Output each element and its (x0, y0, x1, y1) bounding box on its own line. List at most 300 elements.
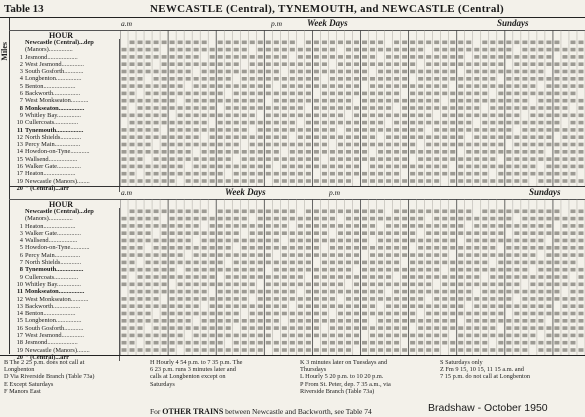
time-cell (122, 128, 127, 132)
time-cell (130, 84, 135, 88)
station-row (9, 68, 119, 75)
time-cell (546, 312, 551, 316)
time-cell (346, 326, 351, 330)
station-miles: 6 (19, 90, 23, 98)
time-cell (498, 128, 503, 132)
time-cell (386, 297, 391, 301)
time-cell (370, 312, 375, 316)
time-cell (202, 99, 207, 103)
time-cell (346, 172, 351, 176)
time-cell (354, 106, 359, 110)
time-cell (170, 348, 175, 352)
time-cell (314, 121, 319, 125)
time-cell (458, 55, 463, 59)
time-cell (170, 217, 175, 221)
time-cell (514, 41, 519, 45)
time-cell (314, 348, 319, 352)
time-cell (162, 62, 167, 66)
time-cell (386, 334, 391, 338)
time-cell (226, 348, 231, 352)
time-cell (442, 348, 447, 352)
time-cell (154, 290, 159, 294)
station-name: Howdon-on-Tyne............ (25, 148, 90, 156)
time-cell (402, 143, 407, 147)
time-cell (130, 99, 135, 103)
time-cell (410, 319, 415, 323)
time-cell (218, 319, 223, 323)
time-cell (338, 283, 343, 287)
time-cell (482, 210, 487, 214)
time-cell (226, 253, 231, 257)
time-cell (226, 62, 231, 66)
time-cell (442, 283, 447, 287)
time-cell (146, 341, 151, 345)
time-cell (498, 224, 503, 228)
time-cell (170, 246, 175, 250)
time-cell (450, 114, 455, 118)
time-cell (186, 290, 191, 294)
station-miles: 20 (16, 353, 23, 361)
time-cell (522, 121, 527, 125)
time-cell (554, 283, 559, 287)
time-cell (474, 70, 479, 74)
time-cell (362, 77, 367, 81)
time-cell (490, 114, 495, 118)
time-cell (426, 261, 431, 265)
time-cell (442, 172, 447, 176)
time-cell (378, 334, 383, 338)
time-cell (546, 128, 551, 132)
time-cell (546, 135, 551, 139)
time-cell (442, 121, 447, 125)
time-cell (506, 55, 511, 59)
time-cell (530, 70, 535, 74)
time-cell (498, 319, 503, 323)
time-cell (474, 135, 479, 139)
time-cell (546, 143, 551, 147)
time-cell (514, 334, 519, 338)
time-cell (506, 268, 511, 272)
time-cell (250, 253, 255, 257)
time-cell (210, 341, 215, 345)
time-cell (362, 143, 367, 147)
time-cell (546, 84, 551, 88)
time-cell (178, 283, 183, 287)
time-cell (122, 231, 127, 235)
time-cell (170, 92, 175, 96)
time-cell (202, 217, 207, 221)
time-cell (506, 246, 511, 250)
time-cell (514, 341, 519, 345)
time-cell (578, 283, 583, 287)
time-cell (394, 114, 399, 118)
time-cell (442, 297, 447, 301)
time-cell (338, 275, 343, 279)
time-cell (122, 143, 127, 147)
time-cell (394, 334, 399, 338)
time-cell (394, 268, 399, 272)
time-cell (370, 261, 375, 265)
time-cell (474, 84, 479, 88)
time-cell (186, 231, 191, 235)
time-cell (442, 165, 447, 169)
time-cell (186, 77, 191, 81)
time-cell (322, 217, 327, 221)
time-cell (338, 48, 343, 52)
time-cell (122, 99, 127, 103)
time-cell (282, 121, 287, 125)
time-cell (530, 253, 535, 257)
time-cell (418, 261, 423, 265)
time-cell (130, 334, 135, 338)
time-cell (434, 143, 439, 147)
time-cell (346, 150, 351, 154)
station-row (9, 83, 119, 90)
time-cell (426, 172, 431, 176)
time-cell (226, 217, 231, 221)
time-cell (346, 121, 351, 125)
time-cell (194, 348, 199, 352)
time-cell (562, 150, 567, 154)
time-cell (226, 179, 231, 183)
sundays-label: Sundays (529, 187, 561, 197)
time-cell (394, 253, 399, 257)
other-trains-note (150, 407, 372, 416)
time-cell (346, 92, 351, 96)
time-cell (250, 70, 255, 74)
time-cell (394, 172, 399, 176)
time-cell (546, 261, 551, 265)
time-cell (450, 297, 455, 301)
time-cell (482, 135, 487, 139)
time-cell (218, 283, 223, 287)
time-cell (450, 77, 455, 81)
time-cell (298, 348, 303, 352)
station-miles: 11 (16, 288, 23, 296)
time-cell (538, 121, 543, 125)
time-cell (178, 121, 183, 125)
time-cell (290, 224, 295, 228)
time-cell (154, 92, 159, 96)
station-miles: 3 (19, 68, 23, 76)
time-cell (570, 275, 575, 279)
time-cell (474, 92, 479, 96)
time-cell (178, 224, 183, 228)
time-cell (146, 217, 151, 221)
time-cell (570, 179, 575, 183)
time-cell (442, 179, 447, 183)
time-cell (306, 253, 311, 257)
time-cell (258, 92, 263, 96)
time-cell (522, 62, 527, 66)
time-cell (194, 326, 199, 330)
time-cell (506, 217, 511, 221)
time-cell (458, 224, 463, 228)
timetable-section-outbound (9, 18, 585, 192)
time-cell (474, 290, 479, 294)
time-cell (434, 55, 439, 59)
time-cell (218, 348, 223, 352)
time-cell (330, 261, 335, 265)
time-cell (562, 334, 567, 338)
time-cell (218, 268, 223, 272)
station-name: " (Central)...arr (25, 353, 70, 361)
time-cell (354, 70, 359, 74)
time-cell (194, 114, 199, 118)
time-cell (554, 106, 559, 110)
time-cell (410, 172, 415, 176)
time-cell (458, 253, 463, 257)
time-cell (522, 290, 527, 294)
time-cell (362, 217, 367, 221)
time-cell (154, 348, 159, 352)
time-cell (474, 334, 479, 338)
time-cell (418, 62, 423, 66)
time-cell (282, 341, 287, 345)
time-cell (554, 239, 559, 243)
time-cell (138, 62, 143, 66)
time-cell (282, 41, 287, 45)
time-cell (250, 62, 255, 66)
time-cell (386, 150, 391, 154)
time-cell (258, 179, 263, 183)
time-cell (354, 283, 359, 287)
time-cell (194, 217, 199, 221)
time-cell (578, 157, 583, 161)
time-cell (122, 172, 127, 176)
time-cell (170, 114, 175, 118)
time-cell (138, 70, 143, 74)
time-cell (274, 334, 279, 338)
time-cell (274, 48, 279, 52)
time-cell (354, 55, 359, 59)
time-cell (162, 275, 167, 279)
time-cell (482, 150, 487, 154)
time-cell (538, 334, 543, 338)
station-row (9, 252, 119, 259)
time-cell (226, 261, 231, 265)
time-cell (442, 48, 447, 52)
time-cell (146, 114, 151, 118)
time-cell (250, 283, 255, 287)
time-cell (450, 268, 455, 272)
time-cell (442, 41, 447, 45)
time-cell (170, 165, 175, 169)
time-cell (306, 210, 311, 214)
time-cell (466, 326, 471, 330)
time-cell (522, 334, 527, 338)
time-cell (266, 319, 271, 323)
time-cell (402, 283, 407, 287)
station-name: Benton.................... (25, 310, 76, 318)
time-cell (226, 165, 231, 169)
time-cell (402, 165, 407, 169)
time-cell (186, 275, 191, 279)
time-cell (442, 77, 447, 81)
time-cell (482, 326, 487, 330)
time-cell (410, 70, 415, 74)
time-cell (162, 304, 167, 308)
time-cell (298, 246, 303, 250)
time-cell (218, 165, 223, 169)
time-cell (162, 48, 167, 52)
time-cell (538, 275, 543, 279)
time-cell (274, 312, 279, 316)
time-cell (434, 165, 439, 169)
time-cell (498, 41, 503, 45)
time-cell (218, 246, 223, 250)
time-cell (250, 210, 255, 214)
time-cell (130, 62, 135, 66)
station-name: West Jesmond.............. (25, 60, 84, 68)
time-cell (202, 341, 207, 345)
time-cell (530, 290, 535, 294)
station-miles: 1 (19, 222, 23, 230)
time-cell (546, 283, 551, 287)
time-cell (346, 48, 351, 52)
time-cell (506, 326, 511, 330)
time-cell (370, 128, 375, 132)
time-cell (450, 348, 455, 352)
time-cell (562, 246, 567, 250)
time-cell (514, 172, 519, 176)
time-cell (538, 165, 543, 169)
time-cell (506, 62, 511, 66)
time-cell (186, 128, 191, 132)
time-cell (458, 157, 463, 161)
time-cell (498, 99, 503, 103)
time-cell (410, 62, 415, 66)
time-cell (522, 150, 527, 154)
time-cell (290, 261, 295, 265)
time-cell (490, 99, 495, 103)
time-cell (178, 77, 183, 81)
time-cell (554, 92, 559, 96)
time-cell (418, 77, 423, 81)
time-cell (578, 217, 583, 221)
time-cell (482, 297, 487, 301)
time-cell (154, 62, 159, 66)
time-cell (458, 348, 463, 352)
time-cell (450, 143, 455, 147)
time-cell (410, 41, 415, 45)
time-cell (154, 253, 159, 257)
time-cell (538, 150, 543, 154)
time-cell (354, 121, 359, 125)
time-cell (458, 92, 463, 96)
time-cell (554, 128, 559, 132)
time-cell (562, 275, 567, 279)
time-cell (298, 297, 303, 301)
station-name: Percy Main................ (25, 251, 81, 259)
time-cell (186, 253, 191, 257)
time-cell (482, 143, 487, 147)
time-cell (578, 224, 583, 228)
time-cell (234, 114, 239, 118)
time-cell (578, 304, 583, 308)
time-cell (178, 41, 183, 45)
station-row (9, 127, 119, 134)
time-cell (234, 348, 239, 352)
time-cell (250, 246, 255, 250)
time-cell (154, 165, 159, 169)
time-cell (466, 55, 471, 59)
time-cell (450, 246, 455, 250)
time-cell (122, 135, 127, 139)
time-cell (434, 210, 439, 214)
time-cell (402, 106, 407, 110)
time-cell (146, 106, 151, 110)
time-cell (138, 121, 143, 125)
time-cell (178, 312, 183, 316)
time-cell (482, 41, 487, 45)
time-cell (482, 312, 487, 316)
time-cell (570, 312, 575, 316)
time-cell (250, 114, 255, 118)
time-cell (146, 297, 151, 301)
time-cell (474, 48, 479, 52)
time-cell (282, 55, 287, 59)
time-cell (242, 179, 247, 183)
time-cell (258, 48, 263, 52)
time-cell (458, 312, 463, 316)
time-cell (306, 326, 311, 330)
time-cell (234, 172, 239, 176)
time-cell (266, 253, 271, 257)
footnote-column (300, 359, 391, 395)
time-cell (250, 172, 255, 176)
time-cell (162, 172, 167, 176)
time-cell (530, 334, 535, 338)
time-cell (538, 92, 543, 96)
time-cell (386, 172, 391, 176)
time-cell (202, 290, 207, 294)
time-cell (418, 231, 423, 235)
time-cell (346, 253, 351, 257)
time-cell (514, 217, 519, 221)
time-cell (562, 128, 567, 132)
station-list (9, 208, 120, 361)
time-cell (410, 114, 415, 118)
time-cell (162, 55, 167, 59)
time-cell (410, 304, 415, 308)
time-cell (506, 224, 511, 228)
time-cell (210, 55, 215, 59)
time-cell (522, 92, 527, 96)
time-cell (122, 48, 127, 52)
time-cell (546, 231, 551, 235)
time-cell (218, 290, 223, 294)
time-cell (202, 128, 207, 132)
time-cell (554, 326, 559, 330)
time-cell (410, 84, 415, 88)
time-cell (570, 224, 575, 228)
time-cell (314, 135, 319, 139)
time-cell (410, 224, 415, 228)
time-cell (370, 326, 375, 330)
time-cell (330, 77, 335, 81)
time-cell (354, 150, 359, 154)
time-cell (450, 172, 455, 176)
time-cell (466, 334, 471, 338)
time-cell (450, 261, 455, 265)
time-cell (498, 121, 503, 125)
time-cell (266, 268, 271, 272)
time-cell (562, 348, 567, 352)
time-cell (226, 55, 231, 59)
time-cell (458, 290, 463, 294)
time-cell (442, 304, 447, 308)
